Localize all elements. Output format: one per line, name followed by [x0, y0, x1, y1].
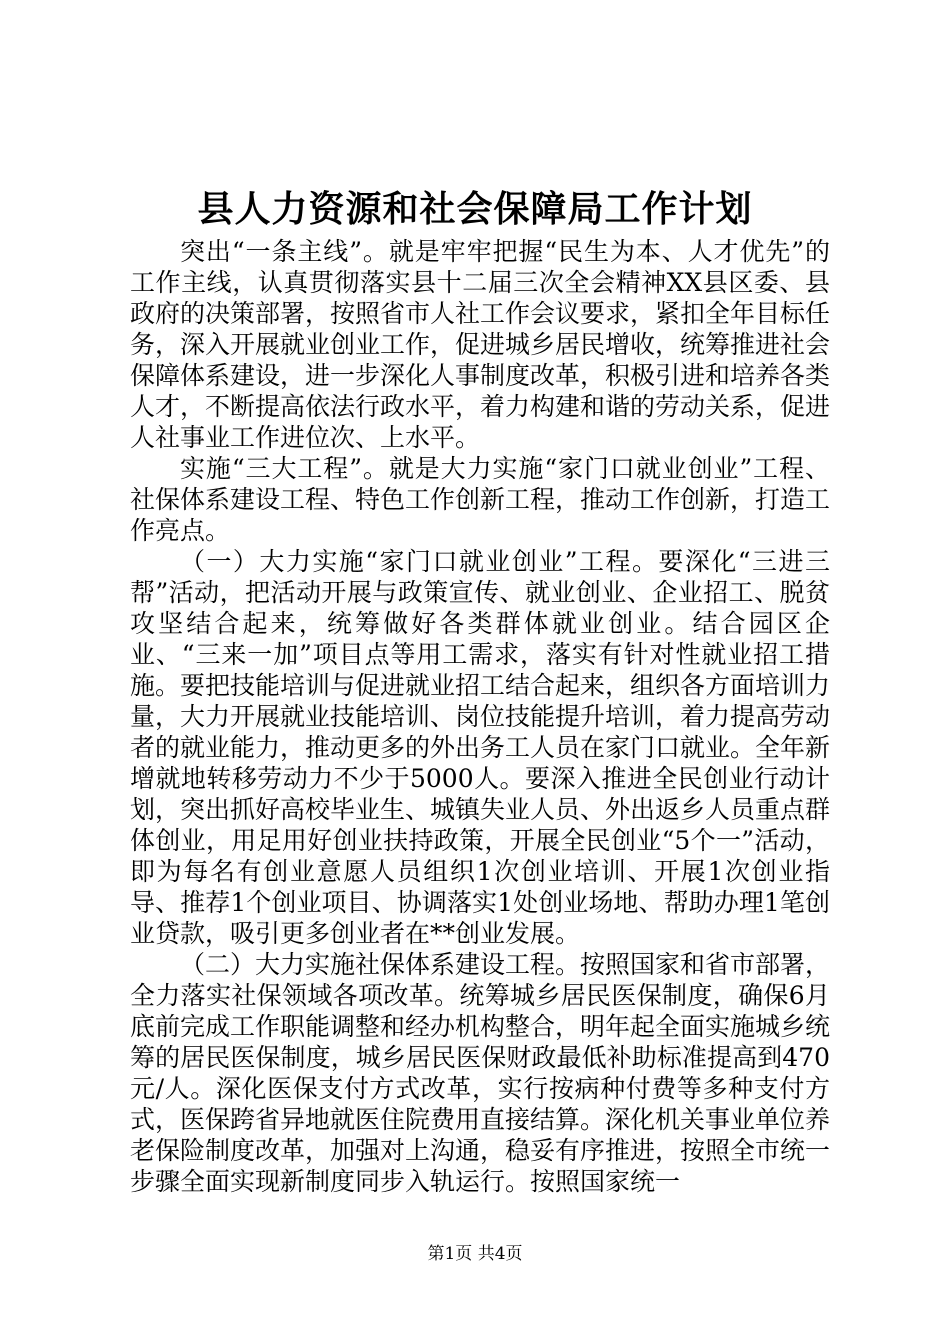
paragraph-main-line: 突出“一条主线”。就是牢牢把握“民生为本、人才优先”的工作主线，认真贯彻落实县十二届三次全会精神XX县区委、县政府的决策部署，按照省市人社工作会议要求，紧扣全年目标任务，深入开展就业创业工作，促进城乡居民增收，统筹推进社会保障体系建设，进一步深化人事制度改革，积极引进和培养各类人才，不断提高依法行政水平，着力构建和谐的劳动关系，促进人社事业工作进位次、上水平。	[130, 237, 831, 452]
paragraph-three-projects: 实施“三大工程”。就是大力实施“家门口就业创业”工程、社保体系建设工程、特色工作创新工程，推动工作创新，打造工作亮点。	[130, 454, 831, 545]
document-body	[130, 236, 830, 1197]
paragraph-social-security-project: （二）大力实施社保体系建设工程。按照国家和省市部署，全力落实社保领域各项改革。统筹城乡居民医保制度，确保6月底前完成工作职能调整和经办机构整合，明年起全面实施城乡统筹的居民医保制度，城乡居民医保财政最低补助标准提高到470元/人。深化医保支付方式改革，实行按病种付费等多种支付方式，医保跨省异地就医住院费用直接结算。深化机关事业单位养老保险制度改革，加强对上沟通，稳妥有序推进，按照全市统一步骤全面实现新制度同步入轨运行。按照国家统一	[130, 950, 831, 1196]
paragraph-employment-project: （一）大力实施“家门口就业创业”工程。要深化“三进三帮”活动，把活动开展与政策宣传、就业创业、企业招工、脱贫攻坚结合起来，统筹做好各类群体就业创业。结合园区企业、“三来一加”项目点等用工需求，落实有针对性就业招工措施。要把技能培训与促进就业招工结合起来，组织各方面培训力量，大力开展就业技能培训、岗位技能提升培训，着力提高劳动者的就业能力，推动更多的外出务工人员在家门口就业。全年新增就地转移劳动力不少于5000人。要深入推进全民创业行动计划，突出抓好高校毕业生、城镇失业人员、外出返乡人员重点群体创业，用足用好创业扶持政策，开展全民创业“5个一”活动，即为每名有创业意愿人员组织1次创业培训、开展1次创业指导、推荐1个创业项目、协调落实1处创业场地、帮助办理1笔创业贷款，吸引更多创业者在**创业发展。	[130, 547, 831, 948]
page-footer: 第1页 共4页	[427, 1244, 523, 1264]
document-title: 县人力资源和社会保障局工作计划	[197, 188, 753, 230]
